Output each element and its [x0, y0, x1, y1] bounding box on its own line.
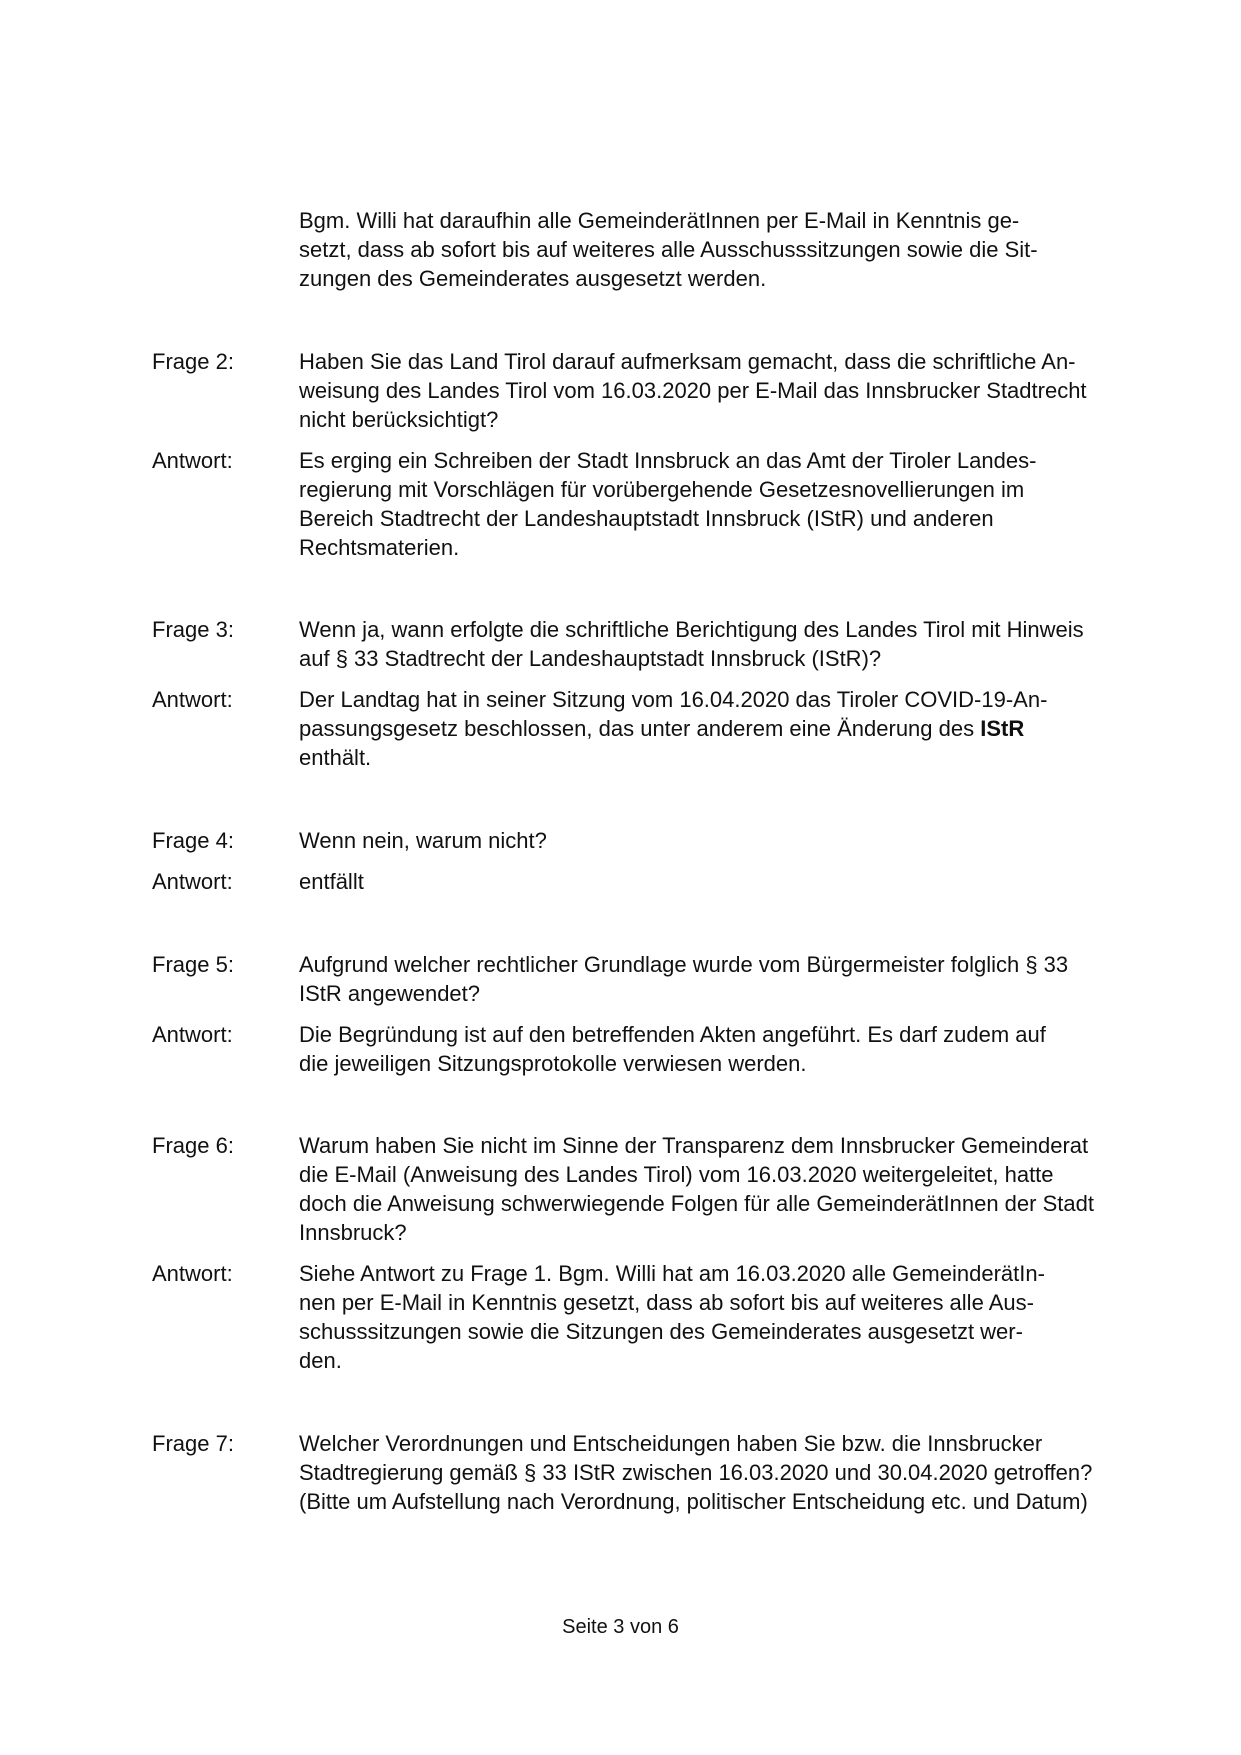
question-label: Frage 5:	[152, 952, 234, 977]
answer-text-part: Der Landtag hat in seiner Sitzung vom 16.04.2020 das Tiroler COVID-19-An- passungsgesetz beschlossen, das unter anderem eine Änderung des	[299, 687, 1048, 741]
question-row	[152, 347, 1142, 434]
answer-text: Siehe Antwort zu Frage 1. Bgm. Willi hat am 16.03.2020 alle GemeinderätIn- nen per E-Mail in Kenntnis gesetzt, dass ab sofort bis auf weiteres alle Aus- schusssitzungen sowie die Sitzungen des Gemeinderates ausgesetzt wer- den.	[299, 1261, 1045, 1373]
answer-text: entfällt	[299, 869, 364, 894]
question-row	[152, 615, 1142, 673]
question-label: Frage 3:	[152, 617, 234, 642]
question-label: Frage 6:	[152, 1133, 234, 1158]
answer-label: Antwort:	[152, 1022, 233, 1047]
answer-text-part: enthält.	[299, 745, 372, 770]
answer-row	[152, 867, 1142, 896]
answer-row	[152, 685, 1142, 772]
answer-label: Antwort:	[152, 448, 233, 473]
qa-block-4	[152, 826, 1142, 896]
intro-paragraph: Bgm. Willi hat daraufhin alle GemeinderätInnen per E-Mail in Kenntnis ge- setzt, dass ab sofort bis auf weiteres alle Ausschusssitzungen sowie die Sit- zungen des Gemeinderates ausgesetzt werden.	[299, 208, 1038, 291]
question-row	[152, 826, 1142, 855]
question-label: Frage 7:	[152, 1431, 234, 1456]
answer-text-bold: IStR	[980, 716, 1025, 741]
qa-block-3	[152, 615, 1142, 772]
answer-text: Es erging ein Schreiben der Stadt Innsbruck an das Amt der Tiroler Landes- regierung mit Vorschlägen für vorübergehende Gesetzesnovellierungen im Bereich Stadtrecht der Landeshauptstadt Innsbruck (IStR) und anderen Rechtsmaterien.	[299, 448, 1037, 560]
question-text: Warum haben Sie nicht im Sinne der Transparenz dem Innsbrucker Gemeinderat die E-Mail (Anweisung des Landes Tirol) vom 16.03.2020 weitergeleitet, hatte doch die Anweisung schwerwiegende Folgen für alle GemeinderätInnen der Stadt Innsbruck?	[299, 1133, 1094, 1245]
question-label: Frage 4:	[152, 828, 234, 853]
question-text: Haben Sie das Land Tirol darauf aufmerksam gemacht, dass die schriftliche An- weisung des Landes Tirol vom 16.03.2020 per E-Mail das Innsbrucker Stadtrecht nicht berücksichtigt?	[299, 349, 1087, 432]
question-text: Aufgrund welcher rechtlicher Grundlage wurde vom Bürgermeister folglich § 33 IStR angewendet?	[299, 952, 1069, 1006]
qa-block-5	[152, 950, 1142, 1078]
question-text: Wenn ja, wann erfolgte die schriftliche Berichtigung des Landes Tirol mit Hinweis auf § 33 Stadtrecht der Landeshauptstadt Innsbruck (IStR)?	[299, 617, 1084, 671]
answer-text	[299, 685, 1139, 772]
question-row	[152, 950, 1142, 1008]
qa-block-2	[152, 347, 1142, 562]
question-text: Welcher Verordnungen und Entscheidungen haben Sie bzw. die Innsbrucker Stadtregierung gemäß § 33 IStR zwischen 16.03.2020 und 30.04.2020 getroffen? (Bitte um Aufstellung nach Verordnung, politischer Entscheidung etc. und Datum)	[299, 1431, 1093, 1514]
qa-block-7	[152, 1429, 1142, 1516]
page-number: Seite 3 von 6	[562, 1616, 679, 1638]
answer-row	[152, 1020, 1142, 1078]
answer-label: Antwort:	[152, 869, 233, 894]
question-label: Frage 2:	[152, 349, 234, 374]
answer-label: Antwort:	[152, 1261, 233, 1286]
answer-label: Antwort:	[152, 687, 233, 712]
question-row	[152, 1131, 1142, 1247]
answer-row	[152, 1259, 1142, 1375]
question-row	[152, 1429, 1142, 1516]
qa-block-6	[152, 1131, 1142, 1375]
answer-text: Die Begründung ist auf den betreffenden Akten angeführt. Es darf zudem auf die jeweiligen Sitzungsprotokolle verwiesen werden.	[299, 1022, 1046, 1076]
question-text: Wenn nein, warum nicht?	[299, 828, 547, 853]
answer-row	[152, 446, 1142, 562]
